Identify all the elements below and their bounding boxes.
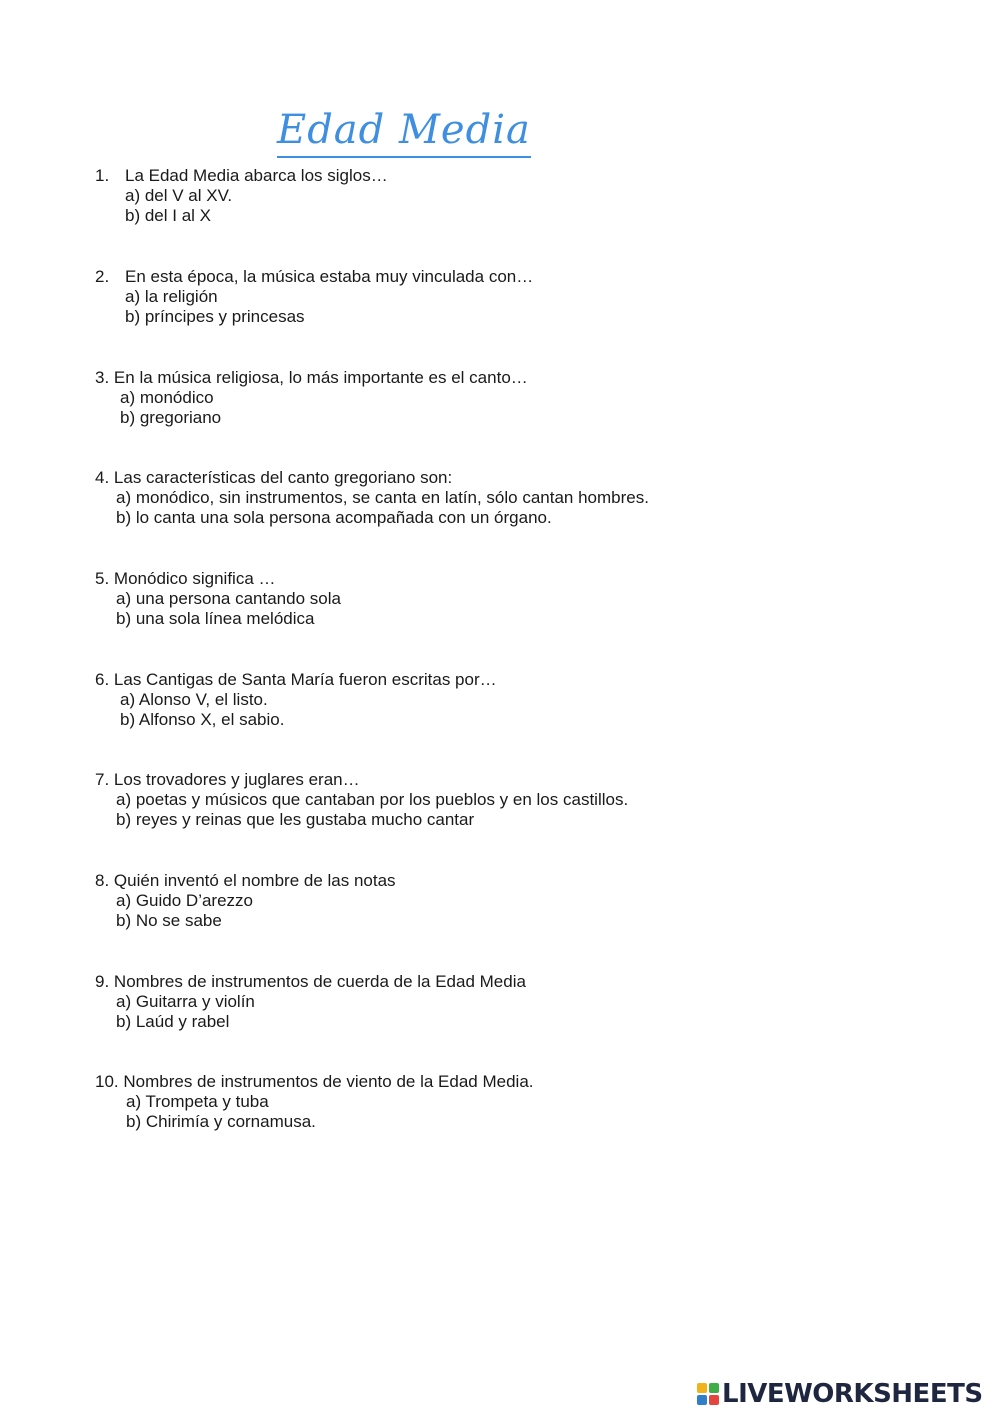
- option-a[interactable]: a) del V al XV.: [125, 186, 233, 206]
- option-b[interactable]: b) Alfonso X, el sabio.: [120, 710, 285, 730]
- question-number: 9.: [95, 972, 110, 991]
- logo-square-l: [697, 1383, 707, 1393]
- question-stem: [95, 569, 276, 589]
- logo-square-e: [709, 1395, 719, 1405]
- question-stem: [95, 1072, 534, 1092]
- option-a[interactable]: a) una persona cantando sola: [116, 589, 341, 609]
- question-number: 2.: [95, 267, 110, 286]
- question-stem: [95, 368, 528, 388]
- question-stem: [95, 267, 533, 287]
- question-stem: [95, 972, 526, 992]
- question-text: Monódico significa …: [113, 569, 276, 588]
- option-b[interactable]: b) reyes y reinas que les gustaba mucho cantar: [116, 810, 475, 830]
- option-a[interactable]: a) poetas y músicos que cantaban por los pueblos y en los castillos.: [116, 790, 629, 810]
- option-b[interactable]: b) gregoriano: [120, 408, 222, 428]
- question-number: 6.: [95, 670, 110, 689]
- option-a[interactable]: a) la religión: [125, 287, 218, 307]
- question-number: 7.: [95, 770, 110, 789]
- question-text: La Edad Media abarca los siglos…: [125, 166, 388, 185]
- question-text: En esta época, la música estaba muy vinculada con…: [125, 267, 534, 286]
- option-b[interactable]: b) príncipes y princesas: [125, 307, 305, 327]
- option-b[interactable]: b) lo canta una sola persona acompañada con un órgano.: [116, 508, 552, 528]
- question-text: Los trovadores y juglares eran…: [113, 770, 360, 789]
- question-number: 3.: [95, 368, 110, 387]
- question-stem: [95, 670, 497, 690]
- question-stem: [95, 770, 360, 790]
- logo-square-v: [697, 1395, 707, 1405]
- option-a[interactable]: a) monódico, sin instrumentos, se canta en latín, sólo cantan hombres.: [116, 488, 649, 508]
- option-a[interactable]: a) Alonso V, el listo.: [120, 690, 268, 710]
- question-text: Las Cantigas de Santa María fueron escritas por…: [113, 670, 497, 689]
- option-b[interactable]: b) una sola línea melódica: [116, 609, 315, 629]
- option-b[interactable]: b) Laúd y rabel: [116, 1012, 230, 1032]
- question-number: 8.: [95, 871, 110, 890]
- question-stem: [95, 166, 388, 186]
- question-text: Nombres de instrumentos de viento de la Edad Media.: [123, 1072, 534, 1091]
- question-text: Las características del canto gregoriano son:: [113, 468, 453, 487]
- liveworksheets-logo: [697, 1377, 983, 1411]
- option-b[interactable]: b) del I al X: [125, 206, 211, 226]
- question-number: 5.: [95, 569, 110, 588]
- liveworksheets-logo-icon: [697, 1383, 719, 1405]
- question-text: Quién inventó el nombre de las notas: [113, 871, 396, 890]
- question-number: 4.: [95, 468, 110, 487]
- option-a[interactable]: a) monódico: [120, 388, 214, 408]
- question-text: En la música religiosa, lo más importante es el canto…: [113, 368, 528, 387]
- option-a[interactable]: a) Guitarra y violín: [116, 992, 255, 1012]
- logo-text: LIVEWORKSHEETS: [722, 1379, 983, 1409]
- option-b[interactable]: b) Chirimía y cornamusa.: [126, 1112, 316, 1132]
- option-a[interactable]: a) Trompeta y tuba: [126, 1092, 269, 1112]
- question-number: 1.: [95, 166, 110, 185]
- option-b[interactable]: b) No se sabe: [116, 911, 222, 931]
- question-text: Nombres de instrumentos de cuerda de la Edad Media: [113, 972, 526, 991]
- question-stem: [95, 871, 396, 891]
- option-a[interactable]: a) Guido D’arezzo: [116, 891, 254, 911]
- question-stem: [95, 468, 452, 488]
- question-number: 10.: [95, 1072, 119, 1091]
- worksheet-title: Edad Media: [277, 106, 531, 158]
- logo-square-i: [709, 1383, 719, 1393]
